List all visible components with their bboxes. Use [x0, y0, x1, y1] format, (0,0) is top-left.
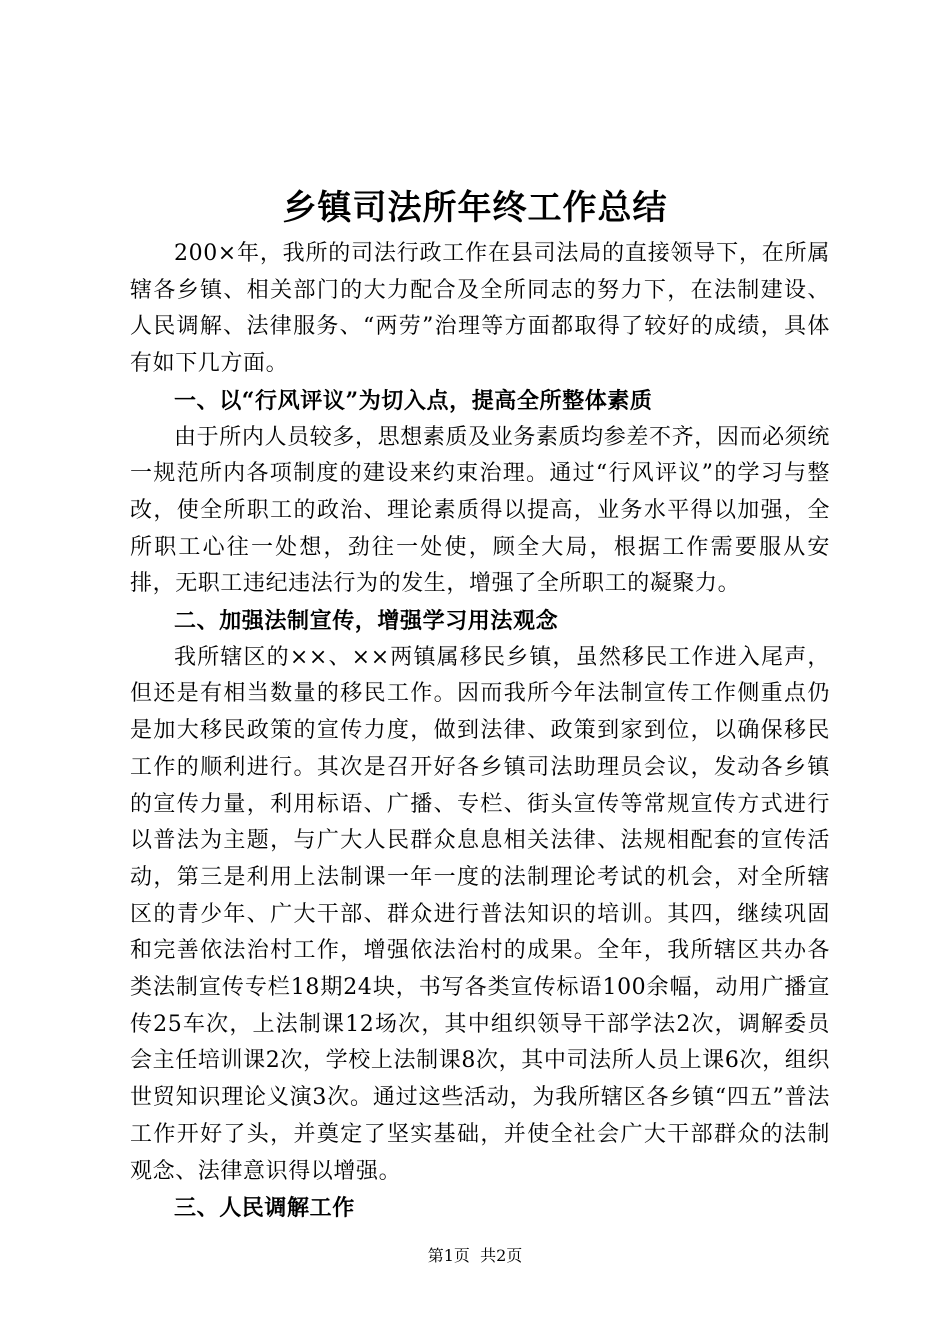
section-heading-2: 二、加强法制宣传，增强学习用法观念: [174, 608, 559, 635]
page-total: 共2页: [480, 1246, 523, 1265]
section-2-paragraph: 我所辖区的××、××两镇属移民乡镇，虽然移民工作进入尾声，但还是有相当数量的移民工作。因而我所今年法制宣传工作侧重点仍是加大移民政策的宣传力度，做到法律、政策到家到位，以确保移民工作的顺利进行。其次是召开好各乡镇司法助理员会议，发动各乡镇的宣传力量，利用标语、广播、专栏、街头宣传等常规宣传方式进行以普法为主题，与广大人民群众息息相关法律、法规相配套的宣传活动，第三是利用上法制课一年一度的法制理论考试的机会，对全所辖区的青少年、广大干部、群众进行普法知识的培训。其四，继续巩固和完善依法治村工作，增强依法治村的成果。全年，我所辖区共办各类法制宣传专栏18期24块，书写各类宣传标语100余幅，动用广播宣传25车次，上法制课12场次，其中组织领导干部学法2次，调解委员会主任培训课2次，学校上法制课8次，其中司法所人员上课6次，组织世贸知识理论义演3次。通过这些活动，为我所辖区各乡镇“四五”普法工作开好了头，并奠定了坚实基础，并使全社会广大干部群众的法制观念、法律意识得以增强。: [130, 644, 830, 1184]
section-heading-1: 一、以“行风评议”为切入点，提高全所整体素质: [174, 387, 653, 414]
section-1-paragraph: 由于所内人员较多，思想素质及业务素质均参差不齐，因而必须统一规范所内各项制度的建设来约束治理。通过“行风评议”的学习与整改，使全所职工的政治、理论素质得以提高，业务水平得以加强，全所职工心往一处想，劲往一处使，顾全大局，根据工作需要服从安排，无职工违纪违法行为的发生，增强了全所职工的凝聚力。: [130, 424, 830, 597]
page-footer: [0, 1244, 950, 1268]
document-body: [130, 236, 830, 1227]
page-title: 乡镇司法所年终工作总结: [282, 188, 668, 228]
intro-paragraph: 200×年，我所的司法行政工作在县司法局的直接领导下，在所属辖各乡镇、相关部门的大力配合及全所同志的努力下，在法制建设、人民调解、法律服务、“两劳”治理等方面都取得了较好的成绩，具体有如下几方面。: [130, 241, 830, 377]
page-number: 第1页: [427, 1246, 470, 1265]
section-heading-3: 三、人民调解工作: [174, 1195, 355, 1222]
